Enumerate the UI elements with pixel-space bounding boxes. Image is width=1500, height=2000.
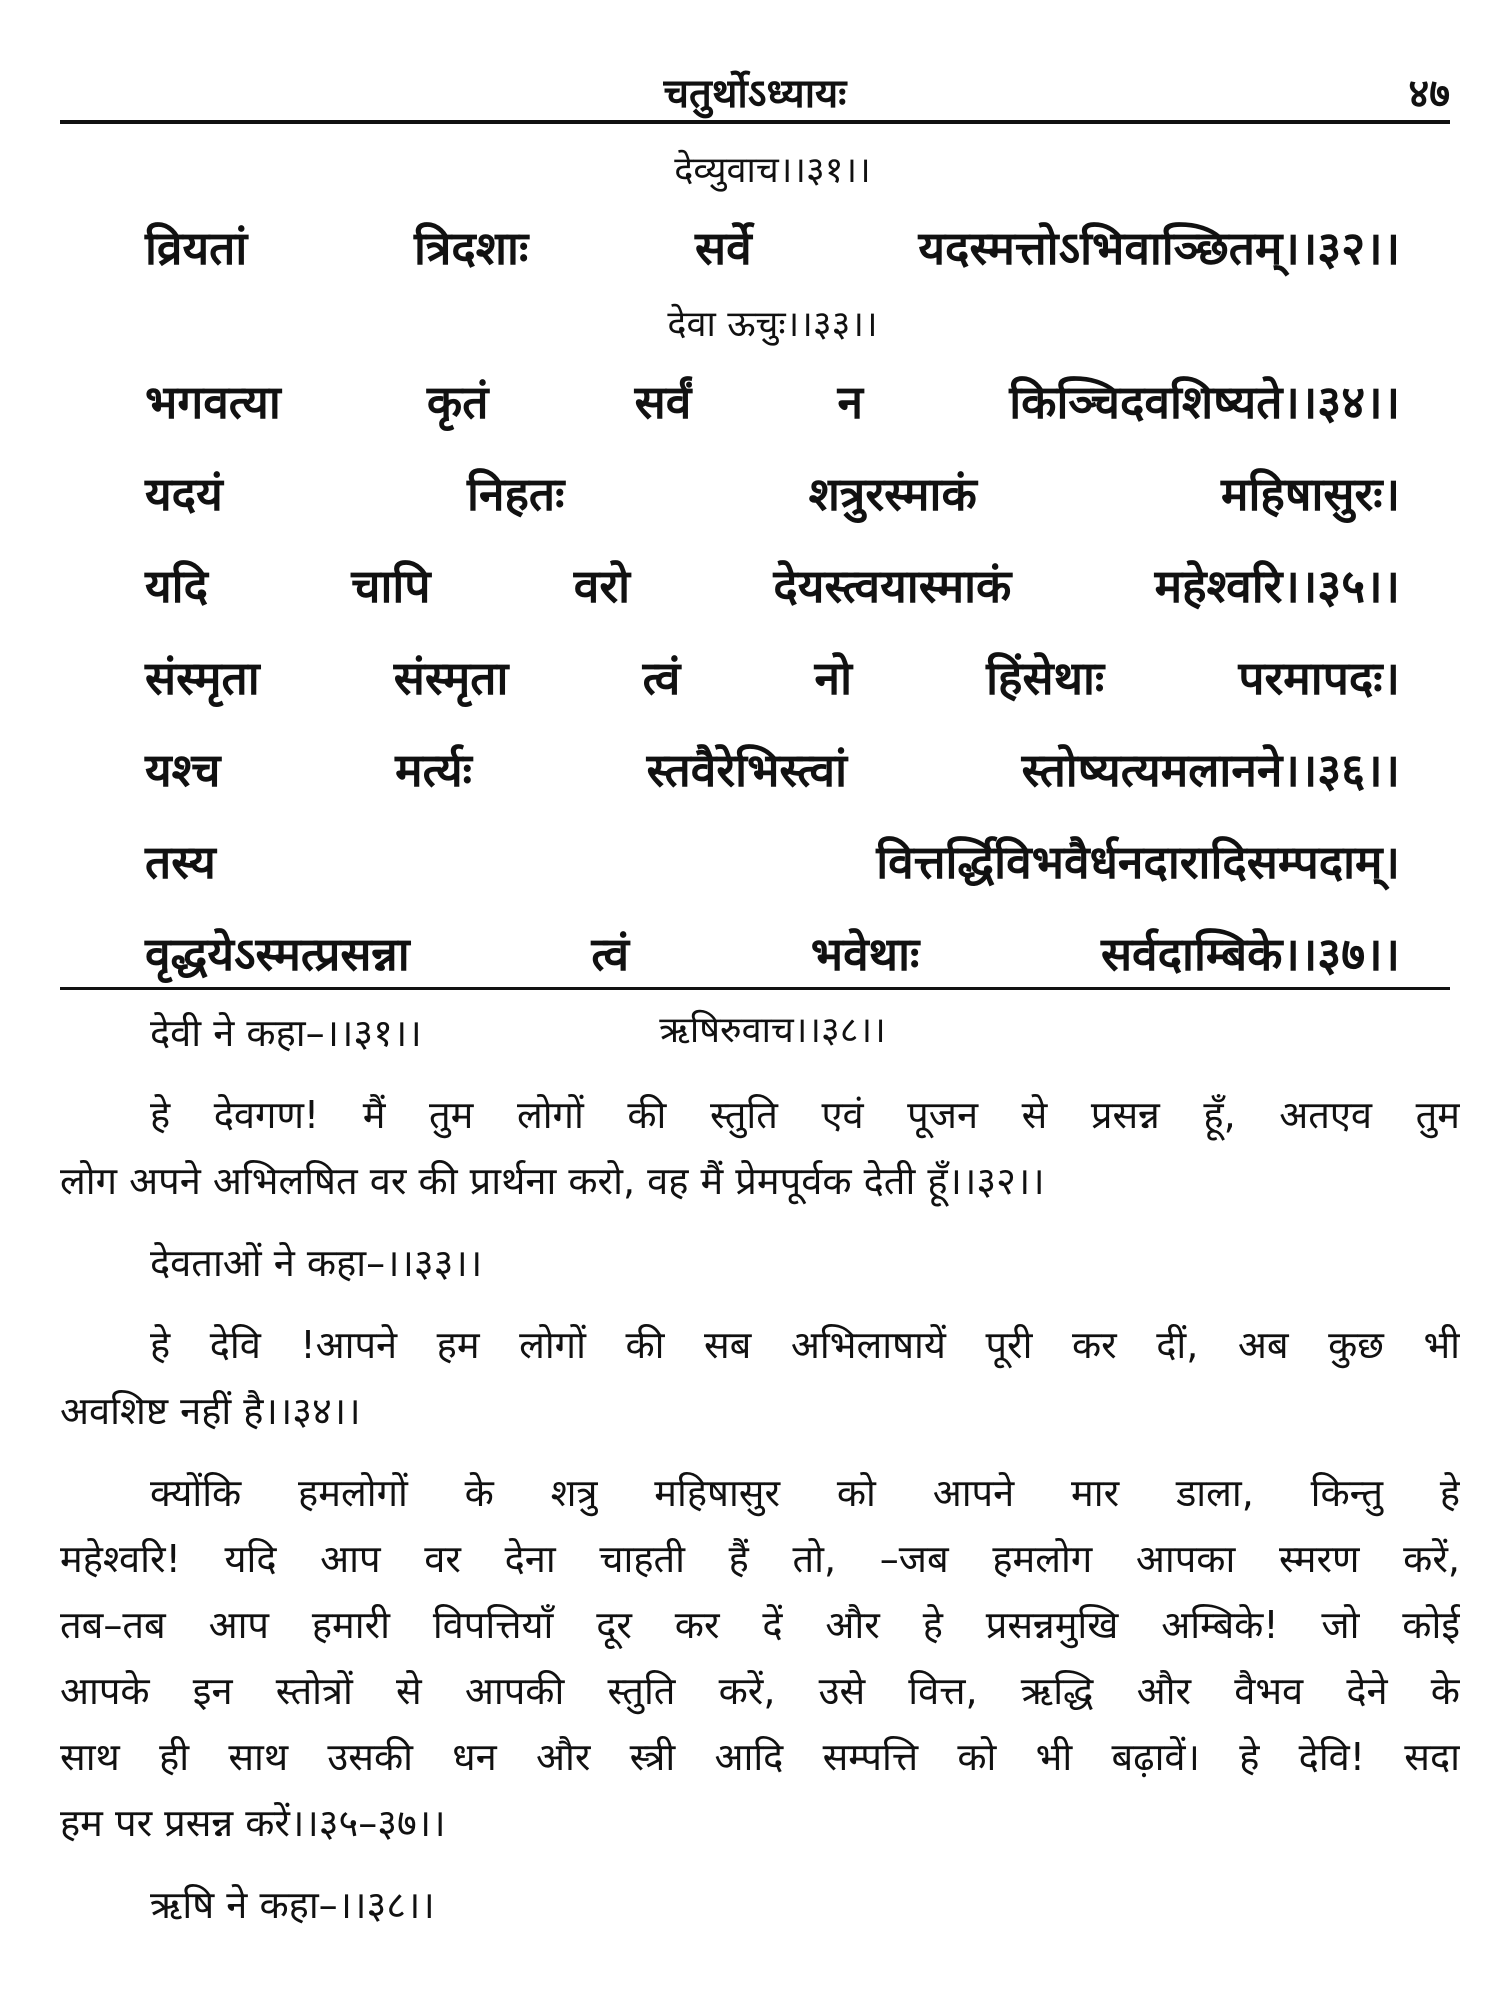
translation-32-line-2: लोग अपने अभिलषित वर की प्रार्थना करो, वह मैं प्रेमपूर्वक देती हूँ।।३२।। xyxy=(60,1159,1045,1203)
speaker-line-devi: देव्युवाच।।३१।। xyxy=(674,150,871,191)
section-rule xyxy=(60,987,1450,990)
verse-34: भगवत्या कृतं सर्वं न किञ्चिदवशिष्यते।।३४।। xyxy=(145,375,1400,429)
hindi-translation xyxy=(60,1000,1460,1938)
translation-35-37-line-4: आपके इन स्तोत्रों से आपकी स्तुति करें, उसे वित्त, ऋद्धि और वैभव देने के xyxy=(60,1669,1460,1713)
translation-35-37-line-1: क्योंकि हमलोगों के शत्रु महिषासुर को आपने मार डाला, किन्तु हे xyxy=(150,1471,1460,1515)
sanskrit-verses xyxy=(145,140,1400,1062)
verse-36-second-half: यश्च मर्त्यः स्तवैरेभिस्त्वां स्तोष्यत्यमलानने।।३६।। xyxy=(145,743,1400,797)
verse-35-second-half: यदि चापि वरो देयस्त्वयास्माकं महेश्वरि।।३५।। xyxy=(145,559,1400,613)
verse-32: व्रियतां त्रिदशाः सर्वे यदस्मत्तोऽभिवाञ्छितम्।।३२।। xyxy=(145,221,1400,275)
translation-devi-said: देवी ने कहा–।।३१।। xyxy=(150,1011,422,1055)
running-title: चतुर्थोऽध्यायः xyxy=(663,71,847,117)
translation-35-37-line-3: तब–तब आप हमारी विपत्तियाँ दूर कर दें और हे प्रसन्नमुखि अम्बिके! जो कोई xyxy=(60,1603,1460,1647)
translation-35-37-line-6: हम पर प्रसन्न करें।।३५–३७।। xyxy=(60,1801,446,1845)
speaker-line-rishi: ऋषिरुवाच।।३८।। xyxy=(659,1010,886,1051)
verse-37-second-half: वृद्धयेऽस्मत्प्रसन्ना त्वं भवेथाः सर्वदाम्बिके।।३७।। xyxy=(145,927,1400,981)
translation-35-37-line-5: साथ ही साथ उसकी धन और स्त्री आदि सम्पत्ति को भी बढ़ावें। हे देवि! सदा xyxy=(60,1735,1460,1779)
verse-35-first-half: यदयं निहतः शत्रुरस्माकं महिषासुरः। xyxy=(145,467,1400,521)
page-header xyxy=(60,60,1450,120)
speaker-line-devas: देवा ऊचुः।।३३।। xyxy=(667,304,878,345)
translation-rishi-said: ऋषि ने कहा–।।३८।। xyxy=(150,1883,435,1927)
translation-34-line-1: हे देवि !आपने हम लोगों की सब अभिलाषायें पूरी कर दीं, अब कुछ भी xyxy=(150,1323,1460,1367)
translation-35-37-line-2: महेश्वरि! यदि आप वर देना चाहती हैं तो, –जब हमलोग आपका स्मरण करें, xyxy=(60,1537,1460,1581)
translation-devas-said: देवताओं ने कहा–।।३३।। xyxy=(150,1241,483,1285)
verse-36-first-half: संस्मृता संस्मृता त्वं नो हिंसेथाः परमापदः। xyxy=(145,651,1400,705)
translation-32-line-1: हे देवगण! मैं तुम लोगों की स्तुति एवं पूजन से प्रसन्न हूँ, अतएव तुम xyxy=(150,1093,1460,1137)
verse-37-first-half: तस्य वित्तर्द्धिविभवैर्धनदारादिसम्पदाम्। xyxy=(145,835,1400,889)
page-number: ४७ xyxy=(1408,71,1450,117)
translation-34-line-2: अवशिष्ट नहीं है।।३४।। xyxy=(60,1389,361,1433)
header-rule xyxy=(60,120,1450,124)
